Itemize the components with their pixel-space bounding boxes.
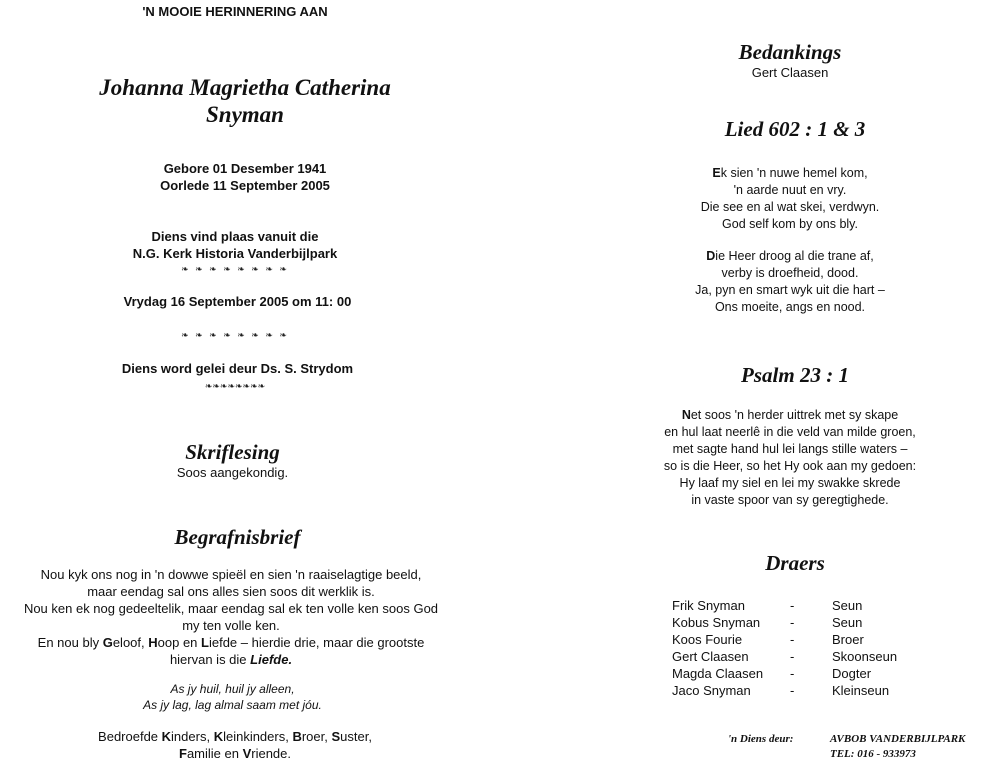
draer-dash: - xyxy=(790,649,795,664)
draers-row xyxy=(672,597,952,614)
draer-name: Frik Snyman xyxy=(672,598,745,613)
text-run: ie Heer droog al die trane af, xyxy=(715,249,874,263)
bedankings-name: Gert Claasen xyxy=(751,65,829,80)
service-place-line-1: Diens vind plaas vanuit die xyxy=(151,229,319,244)
memorial-heading: 'N MOOIE HERINNERING AAN xyxy=(142,4,328,19)
lied-verse-2-line: verby is droefheid, dood. xyxy=(721,266,859,280)
mourners xyxy=(0,728,470,762)
text-run: leinkinders, xyxy=(223,729,293,744)
initial-l: L xyxy=(201,635,209,650)
draer-name: Koos Fourie xyxy=(672,632,743,647)
draer-dash: - xyxy=(790,632,795,647)
ornament-divider-2: ❧ ❧ ❧ ❧ ❧ ❧ ❧ ❧ xyxy=(181,330,289,340)
bedankings-title: Bedankings xyxy=(738,40,842,64)
draer-dash: - xyxy=(790,666,795,681)
initial: D xyxy=(706,249,716,263)
text-run: hiervan is die xyxy=(169,652,251,667)
service-time: Vrydag 16 September 2005 om 11: 00 xyxy=(123,294,352,309)
lied-verse-1-line: 'n aarde nuut en vry. xyxy=(733,183,847,197)
service-leader: Diens word gelei deur Ds. S. Strydom xyxy=(121,361,354,376)
draer-name: Jaco Snyman xyxy=(672,683,751,698)
initial: B xyxy=(292,729,302,744)
mourners-line-2 xyxy=(0,745,470,762)
psalm-line: met sagte hand hul lei langs stille waters – xyxy=(672,442,908,456)
begrafnisbrief-line-3: Nou ken ek nog gedeeltelik, maar eendag sal ek ten volle ken soos God xyxy=(23,601,439,616)
psalm-line xyxy=(580,407,1000,424)
text-run: Bedroefde xyxy=(98,729,162,744)
footer-telephone: TEL: 016 - 933973 xyxy=(830,748,916,760)
life-dates xyxy=(0,160,490,194)
draer-name: Magda Claasen xyxy=(672,666,764,681)
begrafnisbrief-line-5 xyxy=(0,634,462,651)
begrafnisbrief-line-2: maar eendag sal ons alles sien soos dit werklik is. xyxy=(87,584,375,599)
poem xyxy=(0,681,465,713)
text-run: et soos 'n herder uittrek met sy skape xyxy=(690,408,899,422)
lied-verse-2-line: Ons moeite, angs en nood. xyxy=(714,300,866,314)
deceased-name xyxy=(0,74,490,128)
ornament-divider-3: ❧❧❧❧❧❧❧❧ xyxy=(204,381,266,391)
text-run: uster, xyxy=(340,729,372,744)
lied-title: Lied 602 : 1 & 3 xyxy=(724,117,866,141)
psalm-title: Psalm 23 : 1 xyxy=(741,363,849,387)
draers-list xyxy=(672,597,952,699)
draer-relation: Skoonseun xyxy=(832,649,898,664)
draer-dash: - xyxy=(790,683,795,698)
skriflesing-title: Skriflesing xyxy=(185,440,280,464)
initial-h: H xyxy=(148,635,158,650)
left-page xyxy=(0,0,490,768)
draers-row xyxy=(672,682,952,699)
birth-date: Gebore 01 Desember 1941 xyxy=(163,161,327,176)
draer-name: Gert Claasen xyxy=(672,649,749,664)
psalm-line: in vaste spoor van sy geregtighede. xyxy=(691,493,889,507)
text-run: inders, xyxy=(171,729,214,744)
text-run: k sien 'n nuwe hemel kom, xyxy=(720,166,868,180)
draer-relation: Broer xyxy=(832,632,864,647)
initial: E xyxy=(712,166,721,180)
skriflesing-text: Soos aangekondig. xyxy=(176,465,289,480)
begrafnisbrief-title: Begrafnisbrief xyxy=(174,525,301,549)
mourners-line-1 xyxy=(0,728,470,745)
draers-title: Draers xyxy=(765,551,825,575)
initial: K xyxy=(161,729,172,744)
initial: S xyxy=(331,729,341,744)
death-date: Oorlede 11 September 2005 xyxy=(160,178,330,193)
lied-verse-1-line: God self kom by ons bly. xyxy=(722,217,858,231)
psalm-text xyxy=(580,407,1000,509)
footer-label: 'n Diens deur: xyxy=(728,733,794,745)
initial: F xyxy=(178,746,187,761)
text-run: oop en xyxy=(157,635,202,650)
right-page xyxy=(580,0,1004,768)
text-run: amilie en xyxy=(186,746,243,761)
initial: V xyxy=(242,746,252,761)
draer-relation: Dogter xyxy=(832,666,872,681)
text-run: eloof, xyxy=(112,635,149,650)
begrafnisbrief-line-4: my ten volle ken. xyxy=(182,618,280,633)
draer-dash: - xyxy=(790,598,795,613)
initial-g: G xyxy=(102,635,113,650)
lied-verse-2-line xyxy=(580,248,1000,265)
poem-line-1: As jy huil, huil jy alleen, xyxy=(170,682,295,696)
psalm-line: Hy laaf my siel en lei my swakke skrede xyxy=(679,476,901,490)
footer-company-name: AVBOB VANDERBIJLPARK xyxy=(830,733,966,745)
lied-verse-2 xyxy=(580,248,1000,316)
initial: N xyxy=(681,408,691,422)
lied-verse-1-line: Die see en al wat skei, verdwyn. xyxy=(700,200,880,214)
draer-relation: Seun xyxy=(832,598,863,613)
psalm-line: en hul laat neerlê in die veld van milde groen, xyxy=(664,425,916,439)
footer-company xyxy=(830,732,1004,762)
poem-line-2: As jy lag, lag almal saam met jóu. xyxy=(143,698,322,712)
lied-verse-1-line xyxy=(580,165,1000,182)
draer-dash: - xyxy=(790,615,795,630)
begrafnisbrief-line-1: Nou kyk ons nog in 'n dowwe spieël en sien 'n raaiselagtige beeld, xyxy=(40,567,422,582)
deceased-surname-line: Snyman xyxy=(206,102,284,127)
ornament-divider-1: ❧ ❧ ❧ ❧ ❧ ❧ ❧ ❧ xyxy=(181,264,289,274)
service-place-line-2: N.G. Kerk Historia Vanderbijlpark xyxy=(132,246,338,261)
initial: K xyxy=(213,729,224,744)
text-run: riende. xyxy=(251,746,291,761)
draers-row xyxy=(672,614,952,631)
draer-relation: Kleinseun xyxy=(832,683,890,698)
deceased-name-line: Johanna Magrietha Catherina xyxy=(99,75,391,100)
draers-row xyxy=(672,665,952,682)
lied-verse-1 xyxy=(580,165,1000,233)
draers-row xyxy=(672,648,952,665)
draer-relation: Seun xyxy=(832,615,863,630)
liefde-emphasis: Liefde. xyxy=(250,652,293,667)
text-run: iefde – hierdie drie, maar die grootste xyxy=(208,635,425,650)
begrafnisbrief-line-6 xyxy=(0,651,462,668)
lied-verse-2-line: Ja, pyn en smart wyk uit die hart – xyxy=(695,283,885,297)
begrafnisbrief-text xyxy=(0,566,462,668)
text-run: En nou bly xyxy=(37,635,103,650)
draer-name: Kobus Snyman xyxy=(672,615,761,630)
psalm-line: so is die Heer, so het Hy ook aan my gedoen: xyxy=(663,459,917,473)
service-place xyxy=(0,228,470,262)
text-run: roer, xyxy=(301,729,332,744)
draers-row xyxy=(672,631,952,648)
